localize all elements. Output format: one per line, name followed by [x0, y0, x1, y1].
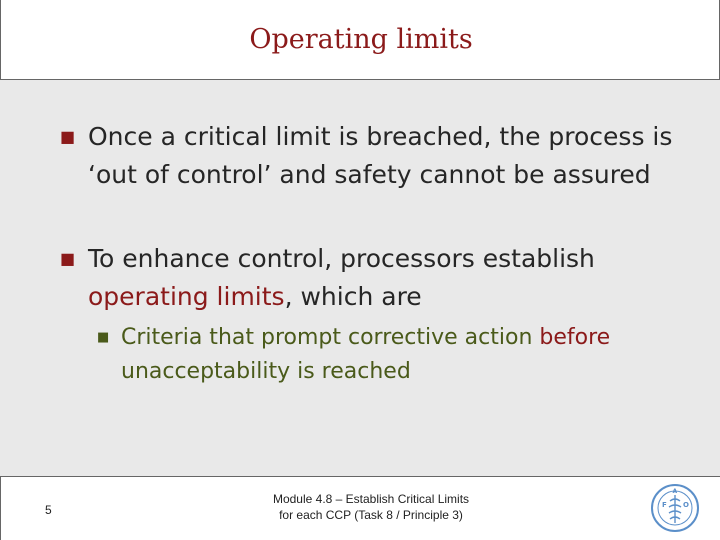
highlight-text: operating limits — [88, 282, 285, 311]
slide-body — [0, 80, 720, 476]
fao-logo-icon — [650, 483, 700, 533]
sub-bullet-text — [121, 321, 711, 389]
bullet-text — [88, 240, 688, 316]
footer-line-2: for each CCP (Task 8 / Principle 3) — [279, 508, 463, 522]
footer-line-1: Module 4.8 – Establish Critical Limits — [272, 492, 470, 506]
sub-bullet-text-part: Criteria that prompt corrective action — [121, 325, 540, 350]
title-bar — [0, 0, 720, 80]
logo-letter: A — [672, 488, 678, 495]
bullet-text-part: To enhance control, processors establish — [88, 244, 595, 273]
bullet-text-part: , which are — [284, 282, 422, 311]
footer-caption — [221, 491, 521, 523]
sub-bullet-text-part: unacceptability is reached — [121, 359, 411, 384]
slide-title: Operating limits — [249, 24, 473, 55]
bullet-square-icon: ■ — [60, 127, 76, 146]
logo-letter: O — [683, 501, 689, 509]
highlight-text: before — [539, 325, 611, 350]
bullet-square-icon: ■ — [60, 249, 76, 268]
sub-bullet-square-icon: ■ — [97, 330, 110, 345]
slide-footer — [0, 476, 720, 540]
bullet-text: Once a critical limit is breached, the process is ‘out of control’ and safety cannot be assured — [88, 122, 673, 189]
page-number: 5 — [45, 503, 52, 517]
logo-letter: F — [662, 501, 667, 509]
